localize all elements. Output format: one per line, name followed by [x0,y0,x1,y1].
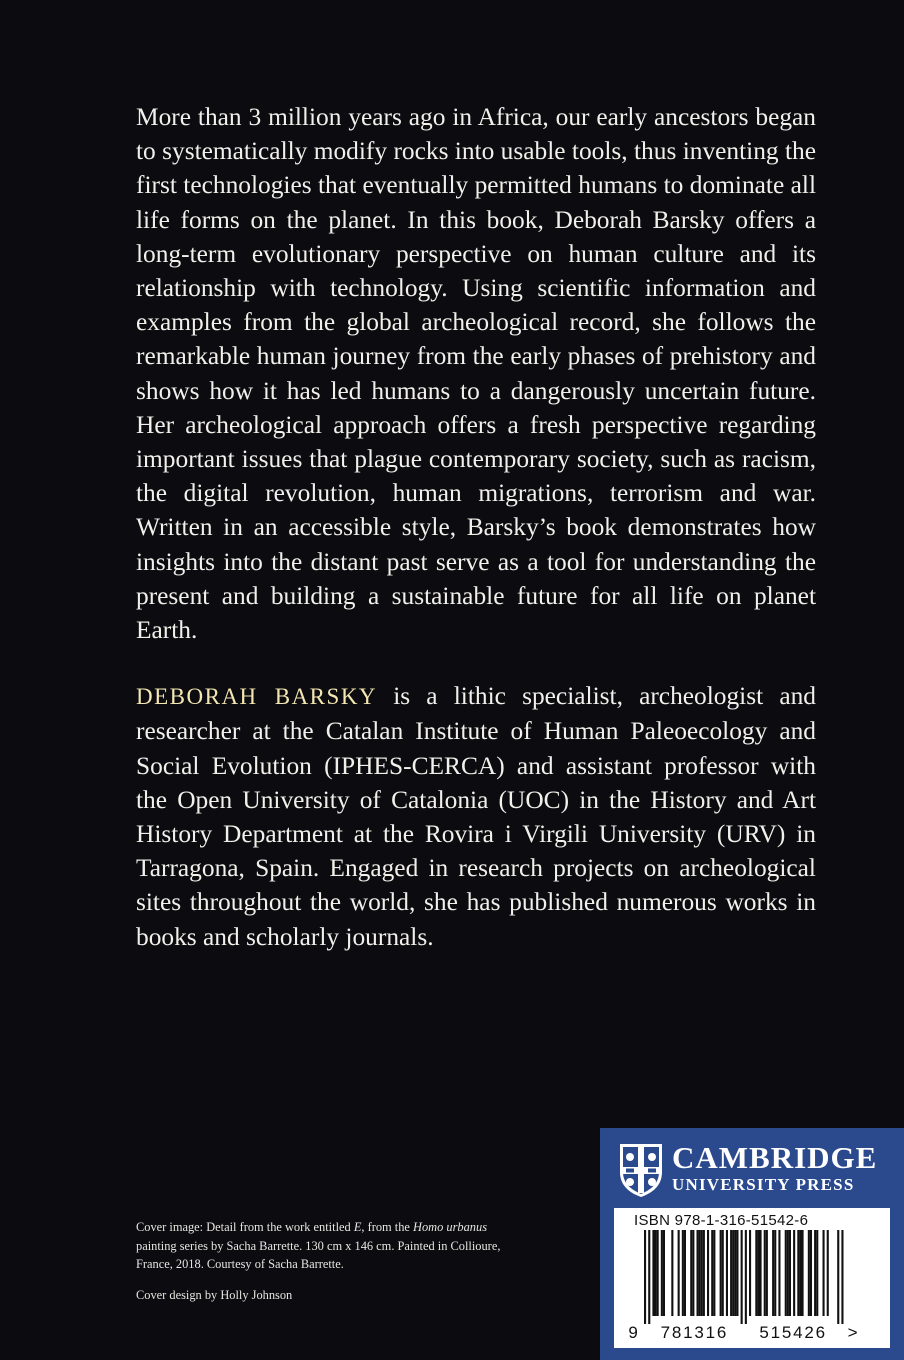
work-title: E [353,1220,362,1234]
barcode-bar [722,1230,724,1316]
barcode-bar [711,1230,713,1316]
barcode-bar [648,1230,650,1324]
barcode-bar [671,1230,673,1316]
barcode-bar [707,1230,709,1316]
barcode-bar [720,1230,722,1316]
cover-image-credit: Cover image: Detail from the work entitled E, from the Homo urbanus painting series by Sacha Barrette. 130 cm x 146 cm. Painted in Collioure, France, 2018. Courtesy of Sacha Barrette. [136,1220,501,1272]
barcode-bar [787,1230,789,1316]
barcode-bar [726,1230,728,1316]
barcode-bar [644,1230,646,1324]
barcode-bar [755,1230,757,1316]
barcode-bar [745,1230,747,1324]
barcode-bar [823,1230,825,1316]
barcode-bar [760,1230,762,1316]
barcode-bar [682,1230,684,1316]
isbn-barcode [622,1230,884,1342]
barcode-bar [797,1230,799,1316]
barcode-bar [690,1230,692,1316]
barcode-bar [701,1230,703,1316]
barcode-panel [614,1208,890,1348]
barcode-bar [652,1230,654,1316]
barcode-bar [766,1230,768,1316]
publisher-name: CAMBRIDGE [672,1140,878,1175]
barcode-bar [661,1230,663,1316]
barcode-bar [734,1230,736,1316]
barcode-bar [699,1230,701,1316]
barcode-digits: 9 [628,1323,640,1342]
barcode-bar [802,1230,804,1316]
barcode-bar [774,1230,776,1316]
publisher-subname: UNIVERSITY PRESS [672,1175,855,1194]
barcode-bar [732,1230,734,1316]
barcode-bar [657,1230,659,1316]
cover-design-credit: Cover design by Holly Johnson [136,1287,293,1302]
barcode-bar [730,1230,732,1316]
barcode-bar [827,1230,829,1316]
barcode-bar [684,1230,686,1316]
barcode-bar [772,1230,774,1316]
series-title: Homo urbanus [413,1220,488,1234]
barcode-bar [655,1230,657,1316]
barcode-bar [749,1230,751,1316]
barcode-bar [793,1230,795,1316]
back-cover-text [136,100,816,954]
barcode-bar [741,1230,743,1324]
publisher-block [600,1128,904,1360]
barcode-bar [697,1230,699,1316]
barcode-bar [736,1230,738,1316]
barcode-bar [764,1230,766,1316]
barcode-bar [837,1230,839,1324]
author-bio-paragraph [136,679,816,954]
barcode-digits: 781316 [660,1323,729,1342]
barcode-bar [703,1230,705,1316]
barcode-digits: > [847,1323,860,1342]
barcode-bar [692,1230,694,1316]
author-bio: is a lithic specialist, archeologist and researcher at the Catalan Institute of Human Paleoecology and Social Evolution (IPHES-CERCA) and assistant professor with the Open University of Catalonia (UOC) in the History and Art History Department at the Rovira i Virgili University (URV) in Tarragona, Spain. Engaged in research projects on archeological sites throughout the world, she has published numerous works in books and scholarly journals. [136,682,816,951]
cambridge-shield-icon [618,1142,664,1198]
author-name: DEBORAH BARSKY [136,684,378,710]
barcode-bar [814,1230,816,1316]
barcode-bar [757,1230,759,1316]
barcode-bar [799,1230,801,1316]
barcode-bar [841,1230,843,1324]
barcode-bar [789,1230,791,1316]
barcode-bar [663,1230,665,1316]
isbn-label: ISBN 978-1-316-51542-6 [634,1212,809,1229]
barcode-bar [778,1230,780,1316]
barcode-bar [810,1230,812,1316]
cover-credits [136,1218,516,1304]
barcode-digits: 515426 [759,1323,827,1342]
barcode-bar [785,1230,787,1316]
book-description: More than 3 million years ago in Africa, our early ancestors began to systematically modify rocks into usable tools, thus inventing the first technologies that eventually permitted humans to dominate all life forms on the planet. In this book, Deborah Barsky offers a long-term evolutionary perspective on human culture and its relationship with technology. Using scientific information and examples from the global archeological record, she follows the remarkable human journey from the early phases of prehistory and shows how it has led humans to a dangerously uncertain future. Her archeological approach offers a fresh perspective regarding important issues that plague contemporary society, such as racism, the digital revolution, human migrations, terrorism and war. Written in an accessible style, Barsky’s book demonstrates how insights into the distant past serve as a tool for understanding the present and building a sustainable future for all life on planet Earth. [136,103,816,645]
publisher-logo [618,1142,877,1198]
barcode-bar [808,1230,810,1316]
barcode-bar [816,1230,818,1316]
barcode-bar [678,1230,680,1316]
barcode-bar [713,1230,715,1316]
